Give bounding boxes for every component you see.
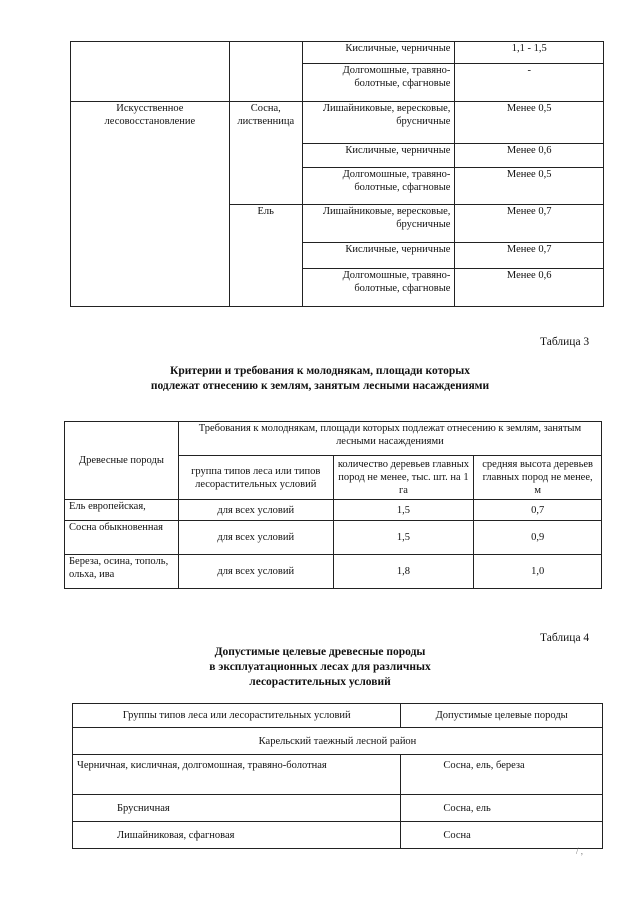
tree-count-cell: 1,8 xyxy=(333,555,474,589)
artificial-regeneration-label: Искусственное лесовосстановление xyxy=(71,102,230,307)
species-pine-larch: Сосна, лиственница xyxy=(229,102,302,205)
value-cell: Менее 0,5 xyxy=(455,168,604,205)
value-cell: Менее 0,5 xyxy=(455,102,604,144)
target-species-cell: Сосна, ель xyxy=(401,795,603,822)
forest-group-cell: Кисличные, черничные xyxy=(302,42,455,64)
species-cell: Ель европейская, xyxy=(65,500,179,521)
value-cell: - xyxy=(455,64,604,102)
header-forest-group: группа типов леса или типов лесорастительных условий xyxy=(178,456,333,500)
table-3-caption: Таблица 3 xyxy=(540,336,590,348)
forest-group-cell: Кисличные, черничные xyxy=(302,243,455,269)
forest-group-cell: Кисличные, черничные xyxy=(302,144,455,168)
header-species: Древесные породы xyxy=(65,422,179,500)
forest-group-cell: Черничная, кисличная, долгомошная, травяно-болотная xyxy=(73,755,401,795)
scan-artifact-mark: / , xyxy=(576,846,584,856)
table-4-title-line-3: лесорастительных условий xyxy=(249,676,391,688)
region-row xyxy=(73,728,603,755)
table-row xyxy=(71,42,604,64)
table-row xyxy=(65,555,602,589)
table-header-row xyxy=(65,422,602,456)
species-cell: Береза, осина, тополь, ольха, ива xyxy=(65,555,179,589)
value-cell: Менее 0,7 xyxy=(455,243,604,269)
header-forest-groups: Группы типов леса или лесорастительных условий xyxy=(73,704,401,728)
mean-height-cell: 1,0 xyxy=(474,555,602,589)
table-3 xyxy=(64,421,602,589)
table-4-caption: Таблица 4 xyxy=(540,632,590,644)
forest-group-cell: Лишайниковая, сфагновая xyxy=(73,822,401,849)
tree-count-cell: 1,5 xyxy=(333,521,474,555)
species-spruce: Ель xyxy=(229,205,302,307)
region-name: Карельский таежный лесной район xyxy=(73,728,603,755)
value-cell: Менее 0,6 xyxy=(455,269,604,307)
forest-group-cell: для всех условий xyxy=(178,500,333,521)
table-3-title xyxy=(0,364,640,394)
table-2 xyxy=(70,41,604,307)
mean-height-cell: 0,9 xyxy=(474,521,602,555)
header-tree-count: количество деревьев главных пород не менее, тыс. шт. на 1 га xyxy=(333,456,474,500)
forest-group-cell: Долгомошные, травяно-болотные, сфагновые xyxy=(302,269,455,307)
forest-group-cell: Долгомошные, травяно-болотные, сфагновые xyxy=(302,168,455,205)
table-row xyxy=(73,795,603,822)
forest-group-cell: для всех условий xyxy=(178,521,333,555)
forest-group-cell: для всех условий xyxy=(178,555,333,589)
tree-count-cell: 1,5 xyxy=(333,500,474,521)
forest-group-cell: Лишайниковые, вересковые, брусничные xyxy=(302,205,455,243)
table-row xyxy=(65,500,602,521)
value-cell: 1,1 - 1,5 xyxy=(455,42,604,64)
value-cell: Менее 0,7 xyxy=(455,205,604,243)
forest-group-cell: Долгомошные, травяно-болотные, сфагновые xyxy=(302,64,455,102)
header-mean-height: средняя высота деревьев главных пород не менее, м xyxy=(474,456,602,500)
header-requirements: Требования к молоднякам, площади которых подлежат отнесению к землям, занятым лесными насаждениями xyxy=(178,422,601,456)
table-4-title-line-2: в эксплуатационных лесах для различных xyxy=(209,661,431,673)
mean-height-cell: 0,7 xyxy=(474,500,602,521)
table-4-title-line-1: Допустимые целевые древесные породы xyxy=(214,646,426,658)
header-target-species: Допустимые целевые породы xyxy=(401,704,603,728)
table-4 xyxy=(72,703,603,849)
forest-group-cell: Брусничная xyxy=(73,795,401,822)
table-header-row xyxy=(73,704,603,728)
species-cell: Сосна обыкновенная xyxy=(65,521,179,555)
forest-group-cell: Лишайниковые, вересковые, брусничные xyxy=(302,102,455,144)
table-row xyxy=(65,521,602,555)
table-3-title-line-2: подлежат отнесению к землям, занятым лесными насаждениями xyxy=(150,380,490,392)
table-4-title xyxy=(0,645,640,690)
table-row xyxy=(73,755,603,795)
target-species-cell: Сосна, ель, береза xyxy=(401,755,603,795)
table-3-title-line-1: Критерии и требования к молоднякам, площади которых xyxy=(170,365,470,377)
target-species-cell: Сосна xyxy=(401,822,603,849)
table-row xyxy=(73,822,603,849)
table-row xyxy=(71,102,604,144)
value-cell: Менее 0,6 xyxy=(455,144,604,168)
